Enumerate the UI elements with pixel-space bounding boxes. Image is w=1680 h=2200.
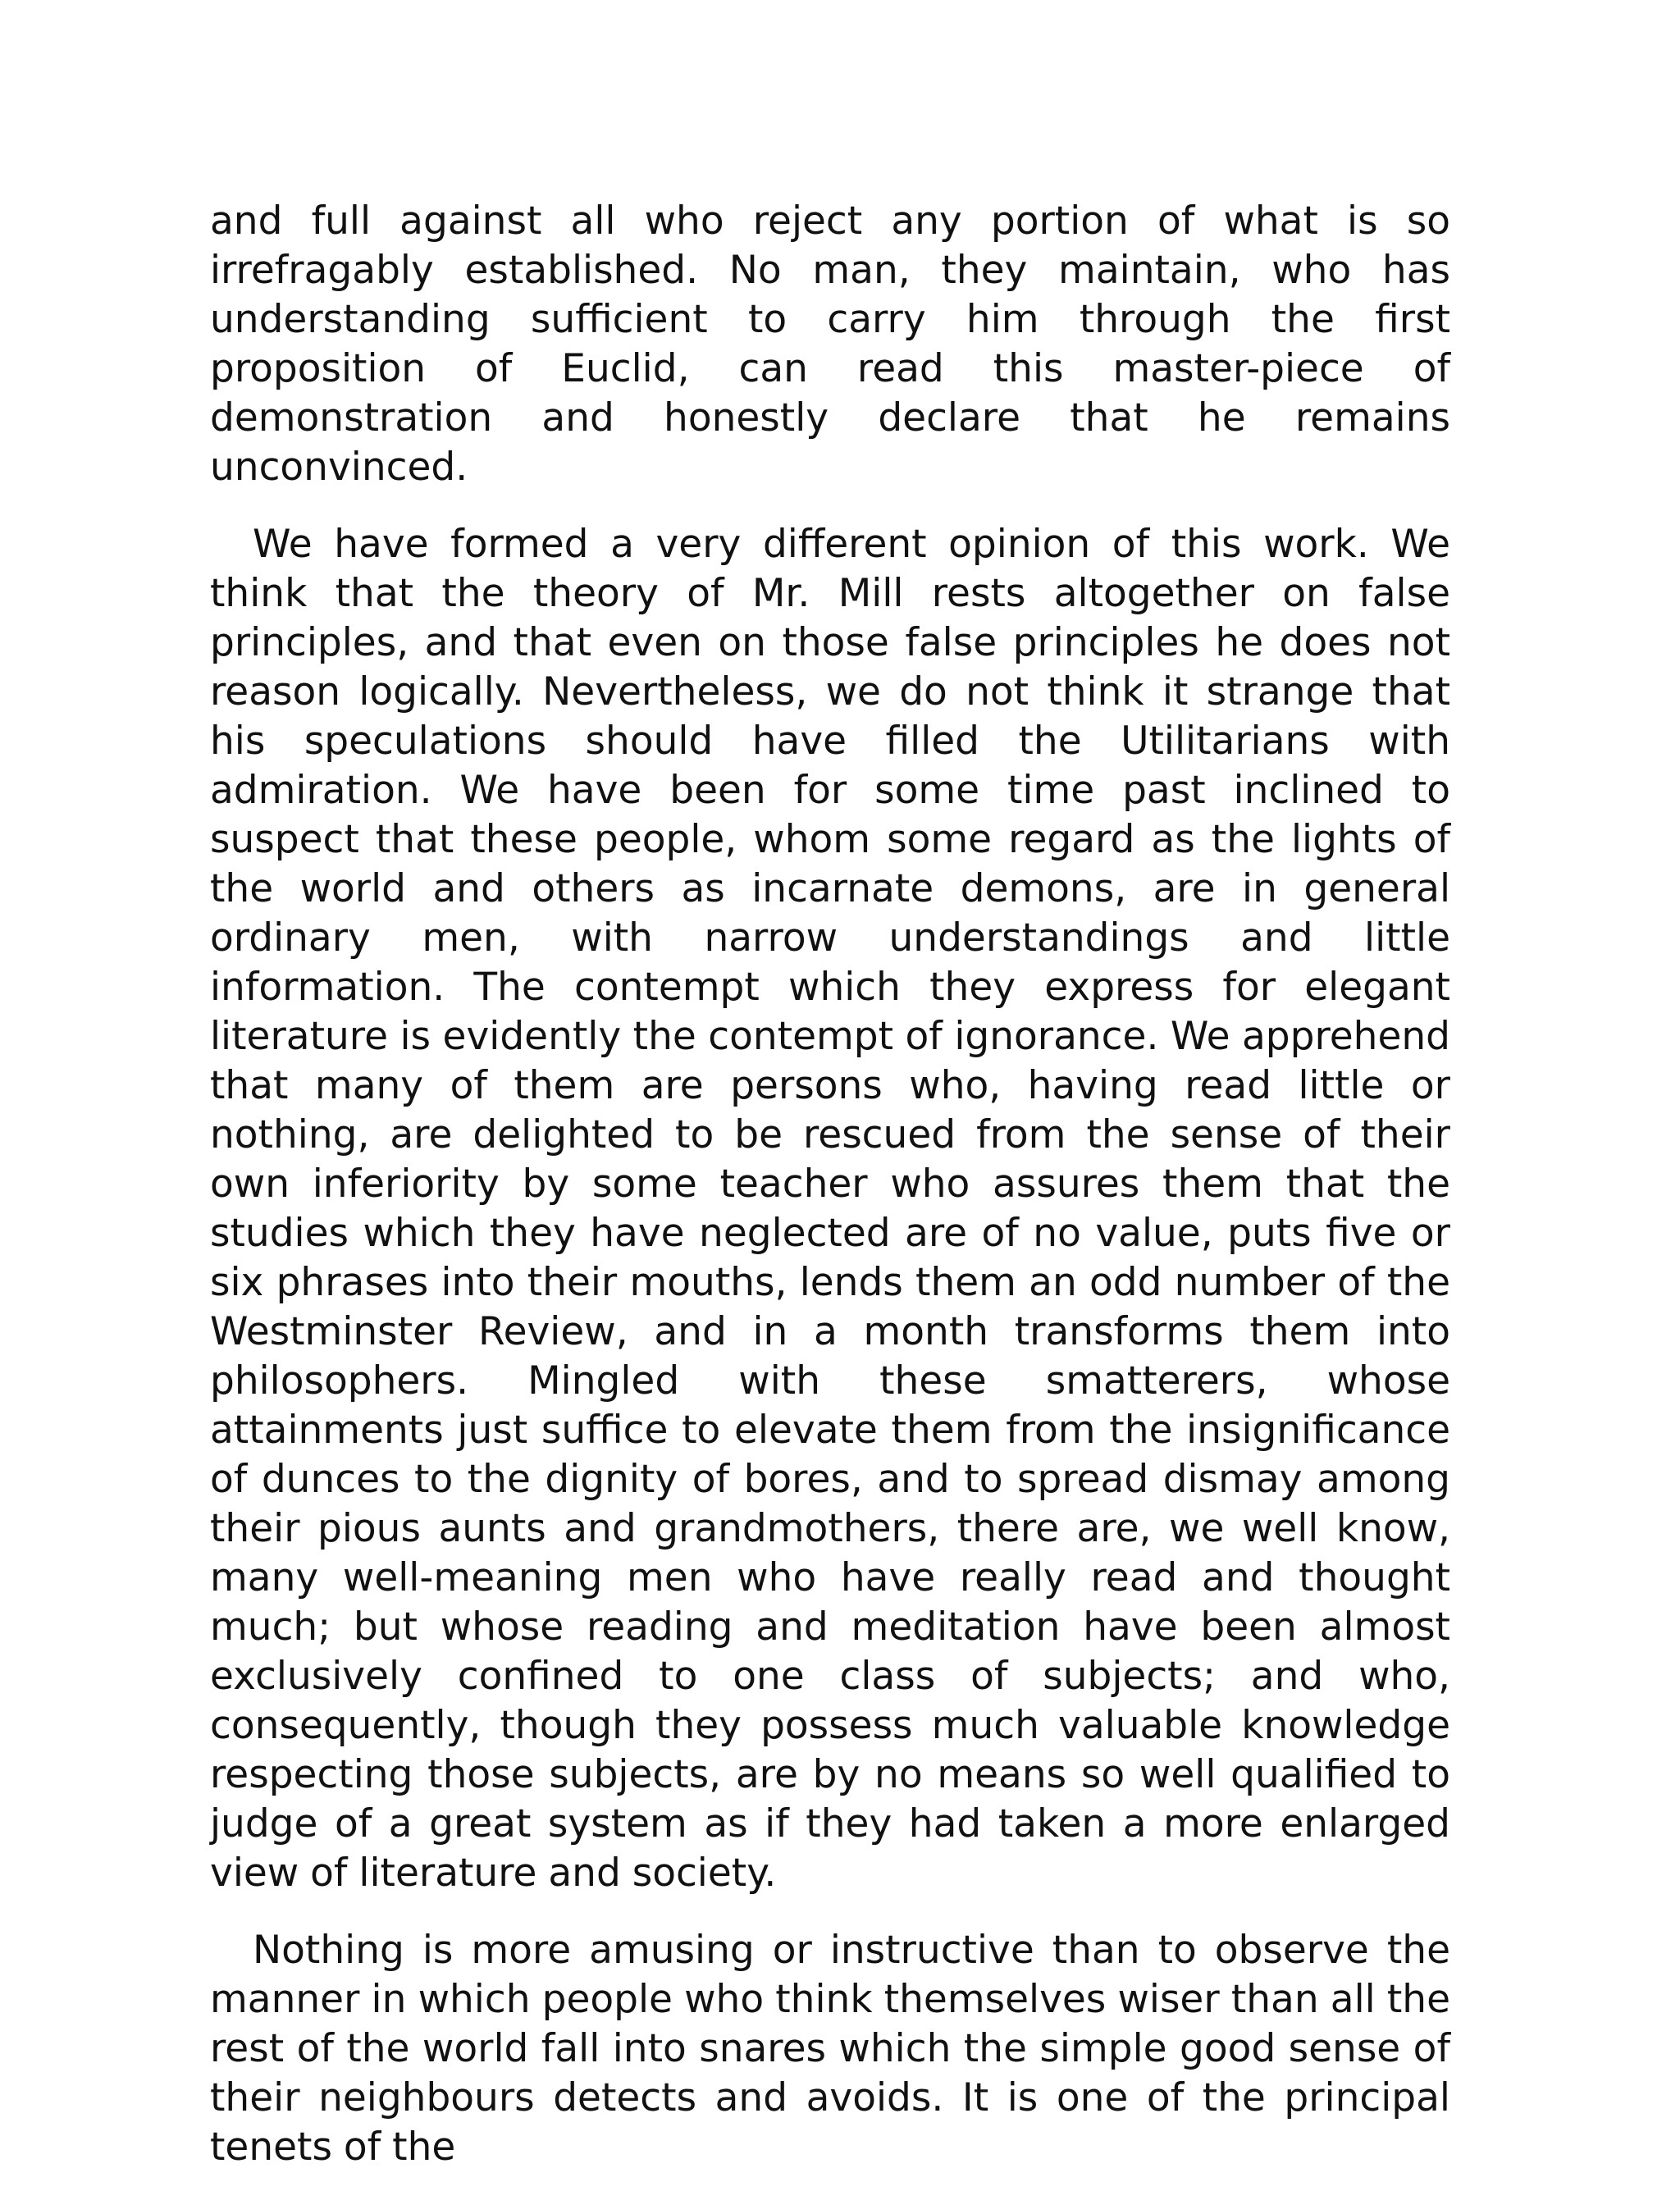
body-text: [210, 197, 1450, 2200]
paragraph-opinion: We have formed a very different opinion of this work. We think that the theory of Mr. Mill rests altogether on false principles, and that even on those false principles he does not reason logically. Nevertheless, we do not think it strange that his speculations should have filled the Utilitarians with admiration. We have been for some time past inclined to suspect that these people, whom some regard as the lights of the world and others as incarnate demons, are in general ordinary men, with narrow understandings and little information. The contempt which they express for elegant literature is evidently the contempt of ignorance. We apprehend that many of them are persons who, having read little or nothing, are delighted to be rescued from the sense of their own inferiority by some teacher who assures them that the studies which they have neglected are of no value, puts five or six phrases into their mouths, lends them an odd number of the Westminster Review, and in a month transforms them into philosophers. Mingled with these smatterers, whose attainments just suffice to elevate them from the insignificance of dunces to the dignity of bores, and to spread dismay among their pious aunts and grandmothers, there are, we well know, many well-meaning men who have really read and thought much; but whose reading and meditation have been almost exclusively confined to one class of subjects; and who, consequently, though they possess much valuable knowledge respecting those subjects, are by no means so well qualified to judge of a great system as if they had taken a more enlarged view of literature and society.: [210, 522, 1450, 1896]
paragraph-continuation: and full against all who reject any portion of what is so irrefragably established. No man, they maintain, who has understanding sufficient to carry him through the first proposition of Euclid, can read this master-piece of demonstration and honestly declare that he remains unconvinced.: [210, 199, 1450, 490]
paragraph-amusing: Nothing is more amusing or instructive than to observe the manner in which people who think themselves wiser than all the rest of the world fall into snares which the simple good sense of their neighbours detects and avoids. It is one of the principal tenets of the: [210, 1928, 1450, 2170]
